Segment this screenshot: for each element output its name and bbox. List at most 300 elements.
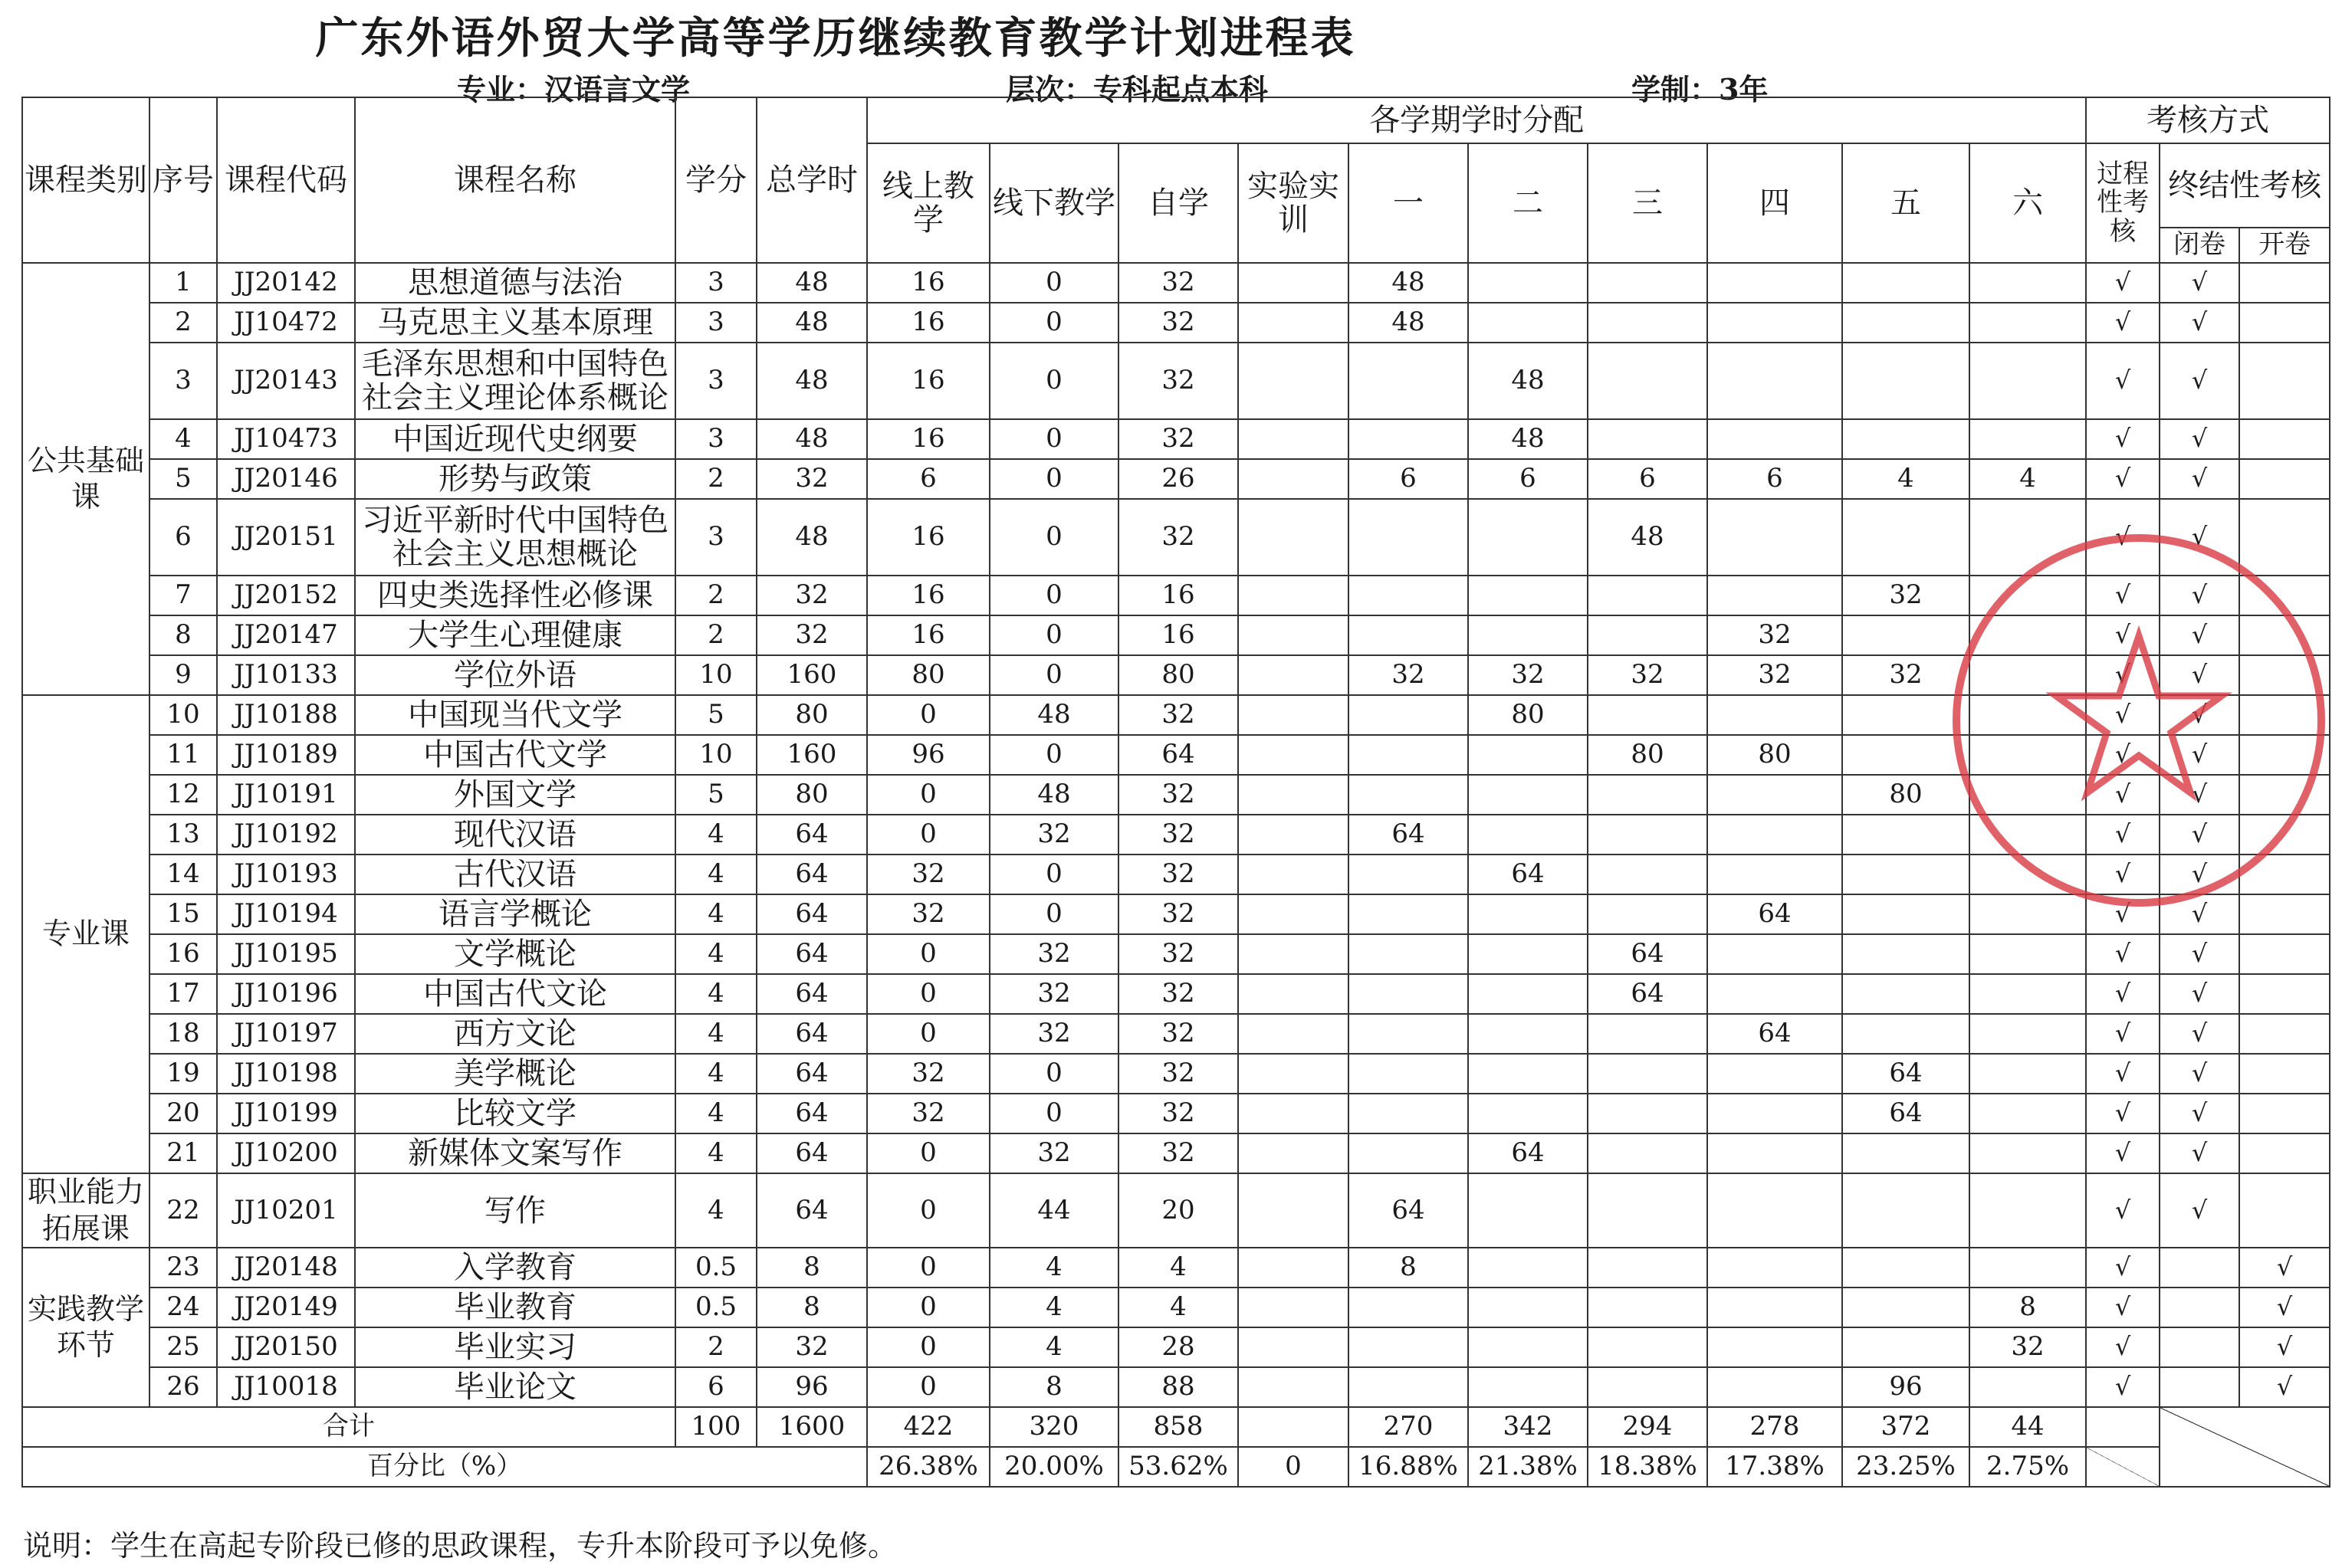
cell-open-check — [2239, 303, 2330, 343]
cell-name: 毕业实习 — [355, 1327, 675, 1367]
cell-code: JJ20142 — [217, 263, 355, 303]
percent-self: 53.62% — [1118, 1447, 1238, 1487]
cell-hours: 80 — [757, 775, 867, 815]
table-row — [22, 934, 2330, 974]
cell-closed-check — [2160, 1248, 2239, 1288]
cell-online: 16 — [867, 615, 990, 655]
cell-hours: 160 — [757, 655, 867, 695]
cell-name: 美学概论 — [355, 1054, 675, 1094]
cell-sem-2: 48 — [1468, 419, 1588, 459]
cell-lab — [1238, 615, 1348, 655]
percent-sem-1: 16.88% — [1348, 1447, 1468, 1487]
cell-sem-2 — [1468, 1014, 1588, 1054]
cell-sem-6 — [1969, 499, 2086, 576]
check-mark-icon: √ — [2191, 464, 2208, 494]
cell-code: JJ10200 — [217, 1133, 355, 1173]
cell-self: 28 — [1118, 1327, 1238, 1367]
cell-online: 32 — [867, 1054, 990, 1094]
percent-online: 26.38% — [867, 1447, 990, 1487]
cell-sem-6 — [1969, 576, 2086, 615]
cell-open-check — [2239, 499, 2330, 576]
cell-sem-4 — [1707, 419, 1842, 459]
total-hours: 1600 — [757, 1407, 867, 1447]
check-mark-icon: √ — [2114, 1195, 2131, 1225]
cell-sem-1 — [1348, 499, 1468, 576]
cell-credits: 0.5 — [675, 1288, 757, 1327]
total-online: 422 — [867, 1407, 990, 1447]
total-label: 合计 — [22, 1407, 675, 1447]
cell-sem-4 — [1707, 499, 1842, 576]
cell-offline: 44 — [990, 1173, 1118, 1248]
check-mark-icon: √ — [2114, 366, 2131, 395]
check-mark-icon: √ — [2191, 740, 2208, 769]
check-mark-icon: √ — [2114, 580, 2131, 610]
cell-sem-3 — [1588, 1094, 1707, 1133]
header-sem-3: 三 — [1588, 143, 1707, 263]
cell-name: 形势与政策 — [355, 459, 675, 499]
cell-sem-1 — [1348, 576, 1468, 615]
cell-sem-5 — [1842, 735, 1969, 775]
cell-lab — [1238, 1327, 1348, 1367]
cell-online: 0 — [867, 1173, 990, 1248]
check-mark-icon: √ — [2114, 740, 2131, 769]
cell-credits: 3 — [675, 419, 757, 459]
cell-sem-5 — [1842, 263, 1969, 303]
cell-sem-5 — [1842, 615, 1969, 655]
cell-credits: 4 — [675, 934, 757, 974]
cell-hours: 32 — [757, 1327, 867, 1367]
cell-closed-check — [2160, 934, 2239, 974]
check-mark-icon: √ — [2114, 522, 2131, 552]
cell-sem-4: 6 — [1707, 459, 1842, 499]
cell-lab — [1238, 1133, 1348, 1173]
cell-sem-4 — [1707, 263, 1842, 303]
check-mark-icon: √ — [2191, 779, 2208, 809]
cell-offline: 0 — [990, 576, 1118, 615]
cell-seq: 5 — [149, 459, 217, 499]
cell-closed-check — [2160, 1367, 2239, 1407]
cell-sem-5 — [1842, 815, 1969, 855]
cell-process-check — [2086, 1248, 2160, 1288]
cell-sem-1 — [1348, 1094, 1468, 1133]
cell-hours: 64 — [757, 974, 867, 1014]
header-online: 线上教学 — [867, 143, 990, 263]
cell-name: 习近平新时代中国特色社会主义思想概论 — [355, 499, 675, 576]
cell-sem-6 — [1969, 1173, 2086, 1248]
cell-sem-6 — [1969, 894, 2086, 934]
cell-sem-2 — [1468, 815, 1588, 855]
table-row — [22, 419, 2330, 459]
cell-open-check — [2239, 735, 2330, 775]
table-row — [22, 615, 2330, 655]
cell-seq: 15 — [149, 894, 217, 934]
cell-sem-6 — [1969, 343, 2086, 419]
cell-sem-4: 64 — [1707, 894, 1842, 934]
cell-sem-2 — [1468, 974, 1588, 1014]
header-offline: 线下教学 — [990, 143, 1118, 263]
page-title: 广东外语外贸大学高等学历继续教育教学计划进程表 — [315, 13, 1356, 64]
cell-sem-2 — [1468, 735, 1588, 775]
assessment-diagonal — [2160, 1407, 2330, 1487]
check-mark-icon: √ — [2276, 1292, 2293, 1322]
cell-sem-2 — [1468, 1367, 1588, 1407]
cell-sem-2: 64 — [1468, 855, 1588, 894]
cell-self: 32 — [1118, 1094, 1238, 1133]
cell-offline: 32 — [990, 1133, 1118, 1173]
cell-open-check — [2239, 459, 2330, 499]
cell-offline: 48 — [990, 775, 1118, 815]
cell-self: 32 — [1118, 1054, 1238, 1094]
cell-open-check — [2239, 775, 2330, 815]
total-lab — [1238, 1407, 1348, 1447]
cell-self: 32 — [1118, 419, 1238, 459]
cell-sem-2 — [1468, 1248, 1588, 1288]
cell-closed-check — [2160, 615, 2239, 655]
cell-credits: 4 — [675, 974, 757, 1014]
cell-sem-6 — [1969, 1248, 2086, 1288]
cell-credits: 3 — [675, 263, 757, 303]
total-sem-4: 278 — [1707, 1407, 1842, 1447]
cell-credits: 2 — [675, 459, 757, 499]
cell-sem-6 — [1969, 1133, 2086, 1173]
cell-name: 西方文论 — [355, 1014, 675, 1054]
footnote: 说明：学生在高起专阶段已修的思政课程，专升本阶段可予以免修。 — [23, 1529, 898, 1563]
cell-process-check — [2086, 263, 2160, 303]
cell-lab — [1238, 419, 1348, 459]
cell-credits: 2 — [675, 576, 757, 615]
cell-hours: 48 — [757, 343, 867, 419]
cell-sem-6: 8 — [1969, 1288, 2086, 1327]
cell-name: 中国古代文学 — [355, 735, 675, 775]
cell-code: JJ10193 — [217, 855, 355, 894]
cell-seq: 3 — [149, 343, 217, 419]
cell-closed-check — [2160, 655, 2239, 695]
cell-lab — [1238, 576, 1348, 615]
cell-offline: 8 — [990, 1367, 1118, 1407]
cell-process-check — [2086, 459, 2160, 499]
cell-sem-2 — [1468, 263, 1588, 303]
cell-online: 32 — [867, 855, 990, 894]
cell-offline: 0 — [990, 615, 1118, 655]
cell-sem-1 — [1348, 1054, 1468, 1094]
cell-offline: 32 — [990, 974, 1118, 1014]
header-assessment: 考核方式 — [2086, 97, 2330, 143]
cell-code: JJ20147 — [217, 615, 355, 655]
cell-online: 0 — [867, 974, 990, 1014]
check-mark-icon: √ — [2114, 779, 2131, 809]
cell-sem-2 — [1468, 576, 1588, 615]
check-mark-icon: √ — [2114, 620, 2131, 650]
cell-sem-5 — [1842, 1133, 1969, 1173]
cell-name: 写作 — [355, 1173, 675, 1248]
cell-process-check — [2086, 974, 2160, 1014]
check-mark-icon: √ — [2114, 267, 2131, 297]
check-mark-icon: √ — [2114, 424, 2131, 454]
cell-lab — [1238, 343, 1348, 419]
table-row — [22, 655, 2330, 695]
cell-open-check — [2239, 1014, 2330, 1054]
teaching-plan-table — [21, 97, 2331, 1488]
cell-code: JJ20149 — [217, 1288, 355, 1327]
cell-sem-4: 32 — [1707, 655, 1842, 695]
cell-sem-1 — [1348, 974, 1468, 1014]
cell-sem-6 — [1969, 735, 2086, 775]
cell-sem-6 — [1969, 775, 2086, 815]
cell-closed-check — [2160, 1133, 2239, 1173]
cell-credits: 2 — [675, 1327, 757, 1367]
cell-credits: 3 — [675, 343, 757, 419]
header-category: 课程类别 — [22, 97, 149, 263]
cell-lab — [1238, 815, 1348, 855]
cell-online: 16 — [867, 303, 990, 343]
cell-credits: 0.5 — [675, 1248, 757, 1288]
cell-seq: 9 — [149, 655, 217, 695]
cell-offline: 48 — [990, 695, 1118, 735]
cell-sem-5 — [1842, 1248, 1969, 1288]
cell-self: 26 — [1118, 459, 1238, 499]
cell-sem-5 — [1842, 499, 1969, 576]
duration-label: 学制：3年 — [1631, 72, 1769, 107]
cell-sem-3 — [1588, 1133, 1707, 1173]
cell-closed-check — [2160, 974, 2239, 1014]
cell-open-check — [2239, 1133, 2330, 1173]
table-row — [22, 695, 2330, 735]
cell-process-check — [2086, 775, 2160, 815]
cell-seq: 23 — [149, 1248, 217, 1288]
header-seq: 序号 — [149, 97, 217, 263]
cell-code: JJ10197 — [217, 1014, 355, 1054]
percent-sem-2: 21.38% — [1468, 1447, 1588, 1487]
cell-hours: 64 — [757, 815, 867, 855]
cell-hours: 32 — [757, 615, 867, 655]
cell-sem-2 — [1468, 1327, 1588, 1367]
check-mark-icon: √ — [2191, 267, 2208, 297]
cell-sem-1: 64 — [1348, 815, 1468, 855]
cell-sem-3 — [1588, 815, 1707, 855]
check-mark-icon: √ — [2191, 580, 2208, 610]
cell-open-check — [2239, 1327, 2330, 1367]
cell-sem-5: 4 — [1842, 459, 1969, 499]
cell-sem-3 — [1588, 1248, 1707, 1288]
cell-name: 文学概论 — [355, 934, 675, 974]
cell-open-check — [2239, 1054, 2330, 1094]
cell-seq: 11 — [149, 735, 217, 775]
table-row — [22, 974, 2330, 1014]
cell-code: JJ20148 — [217, 1248, 355, 1288]
cell-hours: 48 — [757, 499, 867, 576]
check-mark-icon: √ — [2191, 522, 2208, 552]
cell-credits: 6 — [675, 1367, 757, 1407]
cell-credits: 3 — [675, 499, 757, 576]
cell-online: 16 — [867, 419, 990, 459]
cell-online: 0 — [867, 934, 990, 974]
cell-sem-2 — [1468, 499, 1588, 576]
percent-sem-3: 18.38% — [1588, 1447, 1707, 1487]
cell-sem-2 — [1468, 1054, 1588, 1094]
cell-sem-4 — [1707, 855, 1842, 894]
cell-code: JJ20150 — [217, 1327, 355, 1367]
cell-sem-6 — [1969, 263, 2086, 303]
cell-sem-1 — [1348, 615, 1468, 655]
cell-self: 16 — [1118, 615, 1238, 655]
cell-online: 16 — [867, 499, 990, 576]
cell-sem-5 — [1842, 855, 1969, 894]
header-sem-2: 二 — [1468, 143, 1588, 263]
check-mark-icon: √ — [2191, 1058, 2208, 1088]
cell-sem-6 — [1969, 934, 2086, 974]
cell-online: 0 — [867, 1288, 990, 1327]
cell-process-check — [2086, 419, 2160, 459]
cell-offline: 4 — [990, 1327, 1118, 1367]
cell-open-check — [2239, 815, 2330, 855]
cell-lab — [1238, 499, 1348, 576]
cell-credits: 4 — [675, 894, 757, 934]
cell-sem-3 — [1588, 576, 1707, 615]
cell-sem-3 — [1588, 419, 1707, 459]
cell-sem-6 — [1969, 1367, 2086, 1407]
cell-lab — [1238, 974, 1348, 1014]
cell-hours: 64 — [757, 1014, 867, 1054]
percent-offline: 20.00% — [990, 1447, 1118, 1487]
cell-sem-6: 32 — [1969, 1327, 2086, 1367]
cell-code: JJ20143 — [217, 343, 355, 419]
cell-sem-3: 6 — [1588, 459, 1707, 499]
cell-closed-check — [2160, 1327, 2239, 1367]
table-row — [22, 1173, 2330, 1248]
header-semesters-group: 各学期学时分配 — [867, 97, 2086, 143]
percent-process-diagonal — [2086, 1447, 2160, 1487]
cell-code: JJ10199 — [217, 1094, 355, 1133]
cell-code: JJ10018 — [217, 1367, 355, 1407]
table-row — [22, 735, 2330, 775]
cell-offline: 0 — [990, 459, 1118, 499]
cell-lab — [1238, 1248, 1348, 1288]
cell-sem-4 — [1707, 1133, 1842, 1173]
percent-sem-5: 23.25% — [1842, 1447, 1969, 1487]
cell-offline: 0 — [990, 894, 1118, 934]
cell-sem-5: 64 — [1842, 1054, 1969, 1094]
cell-closed-check — [2160, 815, 2239, 855]
cell-self: 32 — [1118, 303, 1238, 343]
cell-sem-4 — [1707, 1094, 1842, 1133]
cell-sem-5: 64 — [1842, 1094, 1969, 1133]
cell-offline: 32 — [990, 815, 1118, 855]
cell-process-check — [2086, 1173, 2160, 1248]
cell-closed-check — [2160, 1288, 2239, 1327]
cell-offline: 0 — [990, 343, 1118, 419]
cell-credits: 4 — [675, 815, 757, 855]
cell-seq: 19 — [149, 1054, 217, 1094]
cell-closed-check — [2160, 343, 2239, 419]
cell-open-check — [2239, 419, 2330, 459]
total-sem-5: 372 — [1842, 1407, 1969, 1447]
cell-sem-5 — [1842, 343, 1969, 419]
check-mark-icon: √ — [2114, 307, 2131, 337]
header-sem-5: 五 — [1842, 143, 1969, 263]
cell-self: 32 — [1118, 1133, 1238, 1173]
cell-sem-1 — [1348, 775, 1468, 815]
cell-process-check — [2086, 1367, 2160, 1407]
cell-sem-2 — [1468, 615, 1588, 655]
cell-sem-5: 32 — [1842, 576, 1969, 615]
cell-sem-4 — [1707, 303, 1842, 343]
cell-name: 毕业论文 — [355, 1367, 675, 1407]
cell-hours: 48 — [757, 263, 867, 303]
cell-open-check — [2239, 655, 2330, 695]
cell-hours: 32 — [757, 459, 867, 499]
total-self: 858 — [1118, 1407, 1238, 1447]
table-row — [22, 1094, 2330, 1133]
table-row — [22, 1288, 2330, 1327]
cell-name: 中国现当代文学 — [355, 695, 675, 735]
cell-sem-6 — [1969, 695, 2086, 735]
cell-offline: 32 — [990, 934, 1118, 974]
cell-code: JJ20146 — [217, 459, 355, 499]
cell-sem-6 — [1969, 1054, 2086, 1094]
cell-self: 88 — [1118, 1367, 1238, 1407]
check-mark-icon: √ — [2114, 660, 2131, 690]
cell-closed-check — [2160, 1094, 2239, 1133]
cell-lab — [1238, 263, 1348, 303]
cell-open-check — [2239, 934, 2330, 974]
cell-sem-1: 8 — [1348, 1248, 1468, 1288]
cell-sem-1 — [1348, 1014, 1468, 1054]
cell-sem-2: 32 — [1468, 655, 1588, 695]
cell-sem-1: 32 — [1348, 655, 1468, 695]
check-mark-icon: √ — [2114, 1138, 2131, 1168]
cell-code: JJ10196 — [217, 974, 355, 1014]
cell-code: JJ10472 — [217, 303, 355, 343]
cell-sem-5 — [1842, 1288, 1969, 1327]
check-mark-icon: √ — [2191, 1098, 2208, 1128]
header-sem-1: 一 — [1348, 143, 1468, 263]
cell-process-check — [2086, 934, 2160, 974]
cell-open-check — [2239, 1288, 2330, 1327]
total-credits: 100 — [675, 1407, 757, 1447]
cell-hours: 64 — [757, 1054, 867, 1094]
cell-closed-check — [2160, 695, 2239, 735]
cell-sem-4 — [1707, 576, 1842, 615]
cell-online: 0 — [867, 1133, 990, 1173]
header-code: 课程代码 — [217, 97, 355, 263]
cell-credits: 4 — [675, 1133, 757, 1173]
cell-closed-check — [2160, 459, 2239, 499]
header-lab: 实验实训 — [1238, 143, 1348, 263]
cell-hours: 64 — [757, 934, 867, 974]
cell-code: JJ20151 — [217, 499, 355, 576]
cell-sem-2 — [1468, 1094, 1588, 1133]
level-label: 层次：专科起点本科 — [1006, 72, 1269, 107]
cell-hours: 48 — [757, 419, 867, 459]
check-mark-icon: √ — [2276, 1372, 2293, 1402]
cell-credits: 4 — [675, 1054, 757, 1094]
cell-online: 0 — [867, 775, 990, 815]
total-offline: 320 — [990, 1407, 1118, 1447]
table-row — [22, 459, 2330, 499]
cell-credits: 5 — [675, 695, 757, 735]
cell-sem-6 — [1969, 655, 2086, 695]
cell-online: 32 — [867, 894, 990, 934]
cell-seq: 21 — [149, 1133, 217, 1173]
percent-label: 百分比（%） — [22, 1447, 867, 1487]
check-mark-icon: √ — [2191, 620, 2208, 650]
cell-credits: 10 — [675, 655, 757, 695]
cell-sem-4: 32 — [1707, 615, 1842, 655]
cell-open-check — [2239, 1248, 2330, 1288]
cell-offline: 4 — [990, 1288, 1118, 1327]
total-sem-1: 270 — [1348, 1407, 1468, 1447]
cell-closed-check — [2160, 735, 2239, 775]
